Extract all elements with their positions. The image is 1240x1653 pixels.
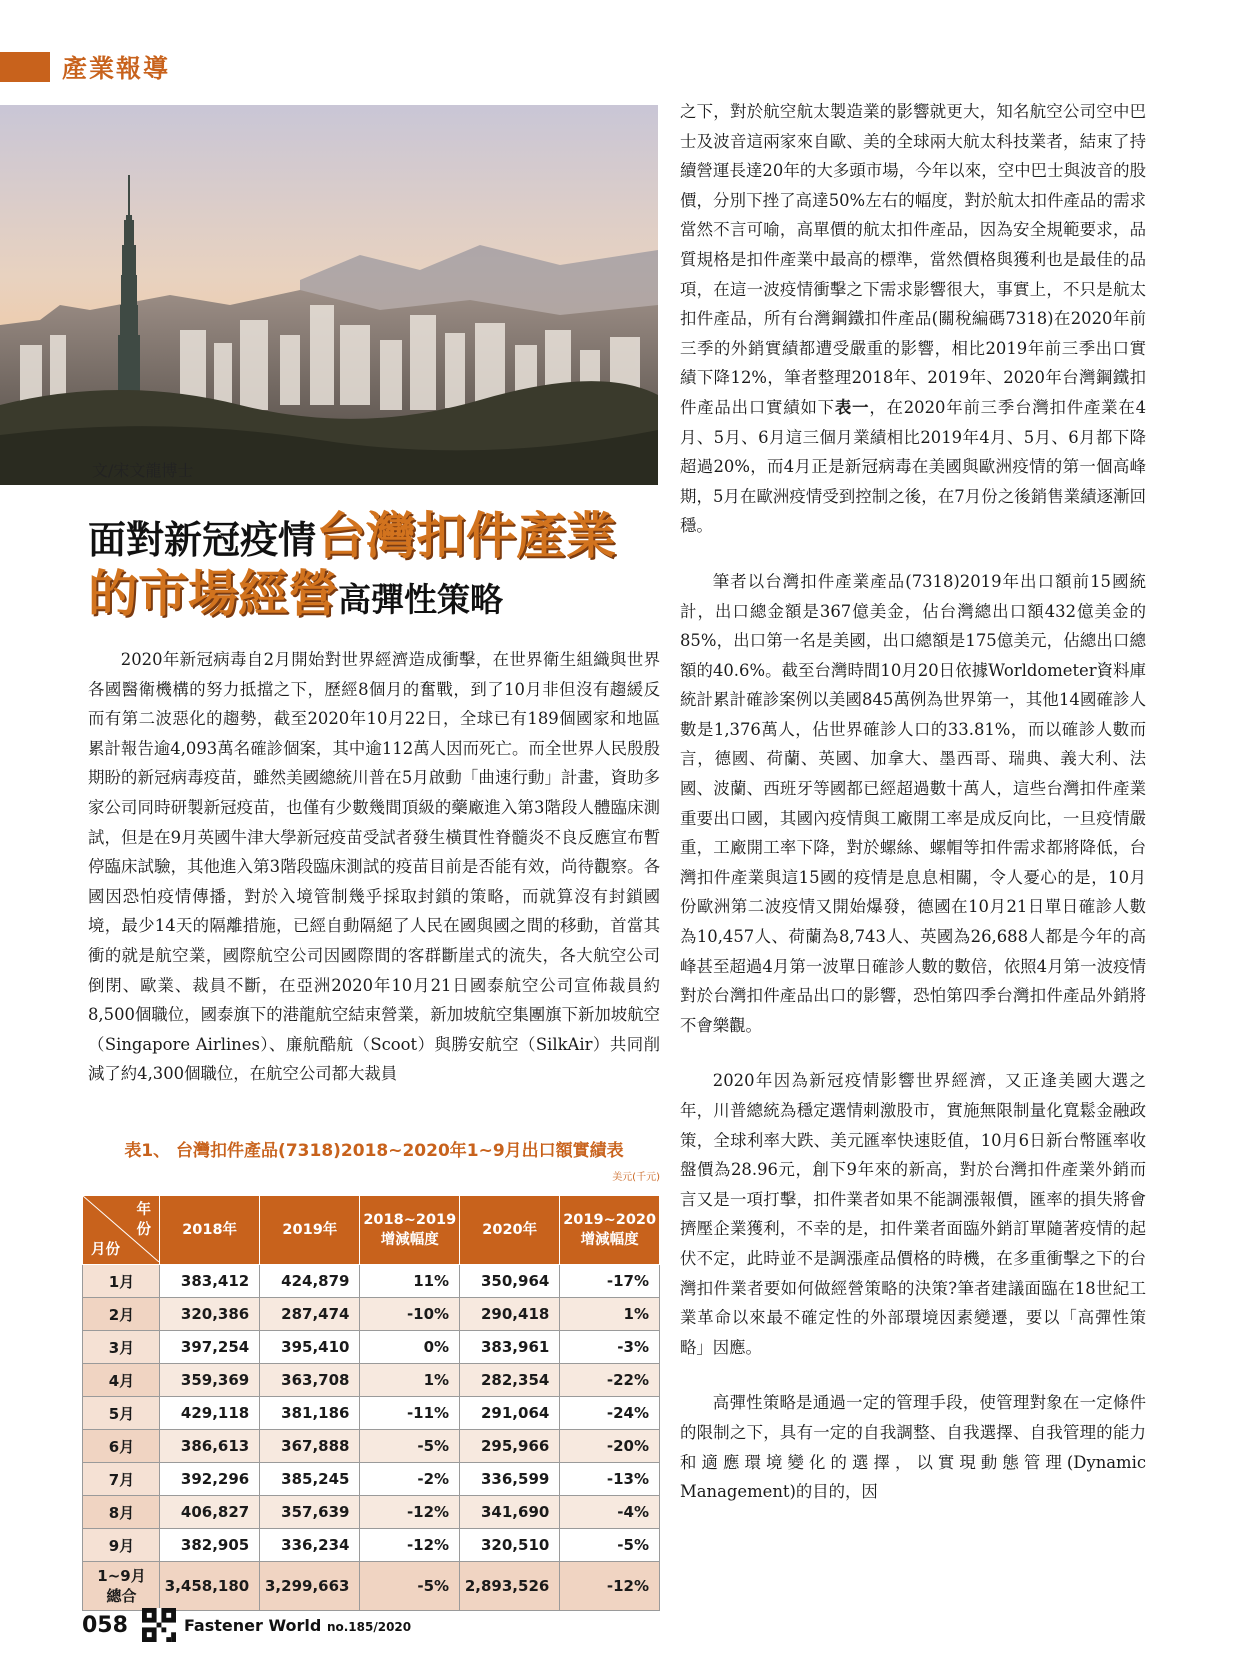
value-cell: -20%	[560, 1430, 660, 1463]
value-cell: -5%	[560, 1529, 660, 1562]
value-cell: 320,386	[160, 1298, 260, 1331]
byline: 文/宋文龍博士	[92, 461, 194, 480]
right-paragraph-4: 高彈性策略是通過一定的管理手段，使管理對象在一定條件的限制之下，具有一定的自我調整、自我選擇、自我管理的能力和適應環境變化的選擇，以實現動態管理(Dynamic Management)的目的，因	[680, 1393, 1146, 1502]
value-cell: -12%	[360, 1496, 460, 1529]
month-cell: 1月	[83, 1265, 160, 1298]
headline-line-2	[88, 566, 668, 624]
headline-part-2: 台灣扣件產業	[316, 507, 617, 565]
headline	[88, 508, 668, 623]
table-row	[83, 1265, 660, 1298]
month-cell: 9月	[83, 1529, 160, 1562]
total-value-cell: 3,458,180	[160, 1562, 260, 1611]
headline-part-3: 的市場經營	[88, 564, 338, 623]
table-row	[83, 1397, 660, 1430]
header-2019: 2019年	[260, 1196, 360, 1265]
value-cell: -24%	[560, 1397, 660, 1430]
right-paragraph-1: 之下，對於航空航太製造業的影響就更大，知名航空公司空中巴士及波音這兩家來自歐、美的全球兩大航太科技業者，結束了持續營運長達20年的大多頭市場，今年以來，空中巴士與波音的股價，分別下挫了高達50%左右的幅度，對於航太扣件產品的需求當然不言可喻，高單價的航太扣件產品，因為安全規範要求，品質規格是扣件產業中最高的標準，當然價格與獲利也是最佳的品項，在這一波疫情衝擊之下需求影響很大，事實上，不只是航太扣件產品，所有台灣鋼鐵扣件產品(關稅編碼7318)在2020年前三季的外銷實績都遭受嚴重的影響，相比2019年前三季出口實績下降12%，筆者整理2018年、2019年、2020年台灣鋼鐵扣件產品出口實績如下表一，在2020年前三季台灣扣件產業在4月、5月、6月這三個月業績相比2019年4月、5月、6月都下降超過20%，而4月正是新冠病毒在美國與歐洲疫情的第一個高峰期，5月在歐洲疫情受到控制之後，在7月份之後銷售業績逐漸回穩。	[680, 102, 1147, 536]
header-2019-2020-change: 2019~2020 增減幅度	[560, 1196, 660, 1265]
value-cell: 382,905	[160, 1529, 260, 1562]
month-cell: 8月	[83, 1496, 160, 1529]
month-cell: 2月	[83, 1298, 160, 1331]
page-number: 058	[82, 1612, 128, 1638]
table-title: 表1、 台灣扣件產品(7318)2018~2020年1~9月出口額實績表	[124, 1141, 624, 1161]
magazine-name: Fastener World no.185/2020	[183, 1615, 412, 1635]
value-cell: 11%	[360, 1265, 460, 1298]
value-cell: 1%	[360, 1364, 460, 1397]
table-row	[83, 1430, 660, 1463]
headline-part-4: 高彈性策略	[338, 579, 503, 619]
table-header-row	[83, 1196, 660, 1265]
section-header	[0, 48, 170, 86]
value-cell: 395,410	[260, 1331, 360, 1364]
total-value-cell: 2,893,526	[460, 1562, 560, 1611]
value-cell: 397,254	[160, 1331, 260, 1364]
value-cell: -10%	[360, 1298, 460, 1331]
value-cell: 424,879	[260, 1265, 360, 1298]
value-cell: 367,888	[260, 1430, 360, 1463]
headline-line-1	[88, 508, 668, 566]
table-row	[83, 1364, 660, 1397]
header-2018: 2018年	[160, 1196, 260, 1265]
value-cell: 383,412	[160, 1265, 260, 1298]
total-value-cell: 3,299,663	[260, 1562, 360, 1611]
table-row	[83, 1529, 660, 1562]
month-cell: 7月	[83, 1463, 160, 1496]
table-unit: 美元(千元)	[612, 1172, 660, 1183]
value-cell: 336,234	[260, 1529, 360, 1562]
header-2018-2019-change: 2018~2019 增減幅度	[360, 1196, 460, 1265]
right-column	[680, 97, 1146, 1507]
table-body	[83, 1265, 660, 1611]
export-table	[82, 1195, 660, 1611]
value-cell: 336,599	[460, 1463, 560, 1496]
value-cell: 429,118	[160, 1397, 260, 1430]
value-cell: 406,827	[160, 1496, 260, 1529]
value-cell: 320,510	[460, 1529, 560, 1562]
value-cell: -11%	[360, 1397, 460, 1430]
table-corner-cell	[83, 1196, 160, 1265]
value-cell: -13%	[560, 1463, 660, 1496]
left-paragraph: 2020年新冠病毒自2月開始對世界經濟造成衝擊，在世界衛生組織與世界各國醫衛機構的努力抵擋之下，歷經8個月的奮戰，到了10月非但沒有趨緩反而有第二波惡化的趨勢，截至2020年10月22日，全球已有189個國家和地區累計報告逾4,093萬名確診個案，其中逾112萬人因而死亡。而全世界人民殷殷期盼的新冠病毒疫苗，雖然美國總統川普在5月啟動「曲速行動」計畫，資助多家公司同時研製新冠疫苗，也僅有少數幾間頂級的藥廠進入第3階段人體臨床測試，但是在9月英國牛津大學新冠疫苗受試者發生橫貫性脊髓炎不良反應宣布暫停臨床試驗，其他進入第3階段臨床測試的疫苗目前是否能有效，尚待觀察。各國因恐怕疫情傳播，對於入境管制幾乎採取封鎖的策略，而就算沒有封鎖國境，最少14天的隔離措施，已經自動隔絕了人民在國與國之間的移動，首當其衝的就是航空業，國際航空公司因國際間的客群斷崖式的流失，各大航空公司倒閉、歐業、裁員不斷，在亞洲2020年10月21日國泰航空公司宣佈裁員約8,500個職位，國泰旗下的港龍航空結束營業，新加坡航空集團旗下新加坡航空（Singapore Airlines）、廉航酷航（Scoot）與勝安航空（SilkAir）共同削減了約4,300個職位，在航空公司都大裁員	[88, 650, 660, 1084]
right-paragraph-2: 筆者以台灣扣件產業產品(7318)2019年出口額前15國統計，出口總金額是367億美金，佔台灣總出口額432億美金的85%，出口第一名是美國，出口總額是175億美元，佔總出口總額的40.6%。截至台灣時間10月20日依據Worldometer資料庫統計累計確診案例以美國845萬例為世界第一，其他14國確診人數是1,376萬人，佔世界確診人口的33.81%，而以確診人數而言，德國、荷蘭、英國、加拿大、墨西哥、瑞典、義大利、法國、波蘭、西班牙等國都已經超過數十萬人，這些台灣扣件產業重要出口國，其國內疫情與工廠開工率是成反向比，一旦疫情嚴重，工廠開工率下降，對於螺絲、螺帽等扣件需求都將降低，台灣扣件產業與這15國的疫情是息息相關，令人憂心的是，10月份歐洲第二波疫情又開始爆發，德國在10月21日單日確診人數為10,457人、荷蘭為8,743人、英國為26,688人都是今年的高峰甚至超過4月第一波單日確診人數的數倍，依照4月第一波疫情對於台灣扣件產品出口的影響，恐怕第四季台灣扣件產品外銷將不會樂觀。	[680, 571, 1146, 1035]
value-cell: 295,966	[460, 1430, 560, 1463]
value-cell: -22%	[560, 1364, 660, 1397]
value-cell: -2%	[360, 1463, 460, 1496]
table-row	[83, 1463, 660, 1496]
corner-year-label: 年 份	[136, 1202, 151, 1238]
headline-part-1: 面對新冠疫情	[88, 518, 317, 562]
value-cell: -4%	[560, 1496, 660, 1529]
total-value-cell: -12%	[560, 1562, 660, 1611]
table-row	[83, 1298, 660, 1331]
value-cell: 1%	[560, 1298, 660, 1331]
header-2020: 2020年	[460, 1196, 560, 1265]
total-label-cell: 1~9月 總合	[83, 1562, 160, 1611]
section-color-bar	[0, 52, 50, 82]
value-cell: 341,690	[460, 1496, 560, 1529]
value-cell: 383,961	[460, 1331, 560, 1364]
value-cell: 350,964	[460, 1265, 560, 1298]
left-column	[88, 645, 660, 1089]
value-cell: -3%	[560, 1331, 660, 1364]
total-value-cell: -5%	[360, 1562, 460, 1611]
qr-code-icon	[142, 1608, 176, 1642]
value-cell: 282,354	[460, 1364, 560, 1397]
taipei-skyline-photo	[0, 105, 658, 485]
table-row	[83, 1496, 660, 1529]
page-footer	[82, 1608, 411, 1642]
month-cell: 6月	[83, 1430, 160, 1463]
value-cell: -17%	[560, 1265, 660, 1298]
value-cell: 290,418	[460, 1298, 560, 1331]
value-cell: 385,245	[260, 1463, 360, 1496]
table-total-row	[83, 1562, 660, 1611]
value-cell: 287,474	[260, 1298, 360, 1331]
value-cell: 291,064	[460, 1397, 560, 1430]
month-cell: 4月	[83, 1364, 160, 1397]
section-title: 產業報導	[62, 54, 171, 83]
value-cell: 381,186	[260, 1397, 360, 1430]
month-cell: 3月	[83, 1331, 160, 1364]
value-cell: 0%	[360, 1331, 460, 1364]
corner-month-label: 月份	[91, 1242, 120, 1258]
value-cell: 357,639	[260, 1496, 360, 1529]
month-cell: 5月	[83, 1397, 160, 1430]
value-cell: 359,369	[160, 1364, 260, 1397]
table-row	[83, 1331, 660, 1364]
value-cell: 386,613	[160, 1430, 260, 1463]
value-cell: -12%	[360, 1529, 460, 1562]
value-cell: 392,296	[160, 1463, 260, 1496]
value-cell: 363,708	[260, 1364, 360, 1397]
value-cell: -5%	[360, 1430, 460, 1463]
right-paragraph-3: 2020年因為新冠疫情影響世界經濟，又正逢美國大選之年，川普總統為穩定選情刺激股市，實施無限制量化寬鬆金融政策，全球利率大跌、美元匯率快速貶值，10月6日新台幣匯率收盤價為28.96元，創下9年來的新高，對於台灣扣件產業外銷而言又是一項打擊，扣件業者如果不能調漲報價，匯率的損失將會擠壓企業獲利，不幸的是，扣件業者面臨外銷訂單隨著疫情的起伏不定，此時並不是調漲產品價格的時機，在多重衝擊之下的台灣扣件業者要如何做經營策略的決策?筆者建議面臨在18世紀工業革命以來最不確定性的外部環境因素變遷，要以「高彈性策略」因應。	[680, 1071, 1146, 1357]
table-reference: 表一	[834, 397, 870, 417]
